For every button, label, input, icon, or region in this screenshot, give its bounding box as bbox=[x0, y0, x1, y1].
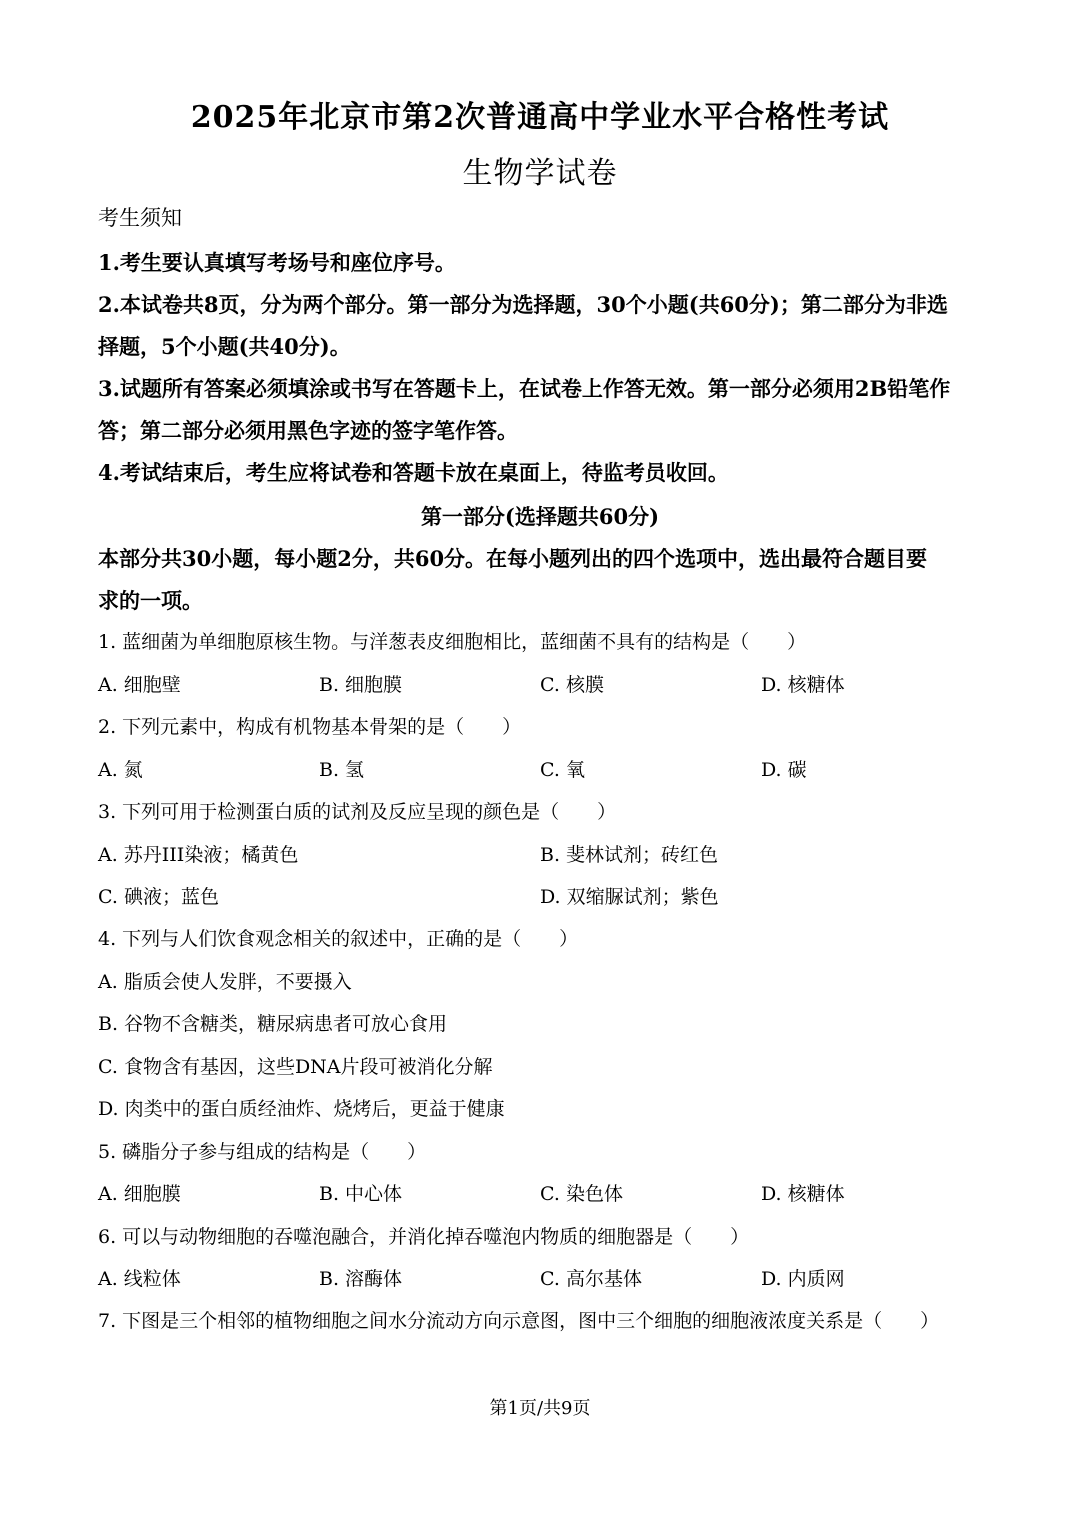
notice-item: 择题，5个小题(共40分)。 bbox=[98, 334, 351, 359]
question-stem: 3. 下列可用于检测蛋白质的试剂及反应呈现的颜色是（ ） bbox=[98, 801, 617, 823]
notice-item: 1.考生要认真填写考场号和座位序号。 bbox=[98, 250, 456, 275]
option-a: A. 脂质会使人发胖，不要摄入 bbox=[98, 971, 352, 993]
part1-heading: 第一部分(选择题共60分) bbox=[420, 504, 660, 529]
option-b: B. 溶酶体 bbox=[319, 1268, 403, 1290]
question-stem: 4. 下列与人们饮食观念相关的叙述中，正确的是（ ） bbox=[98, 928, 579, 950]
page-subtitle: 生物学试卷 bbox=[462, 156, 618, 191]
option-c: C. 核膜 bbox=[540, 674, 604, 696]
option-c: C. 氧 bbox=[540, 759, 585, 781]
question-stem: 2. 下列元素中，构成有机物基本骨架的是（ ） bbox=[98, 716, 522, 738]
question-stem: 1. 蓝细菌为单细胞原核生物。与洋葱表皮细胞相比，蓝细菌不具有的结构是（ ） bbox=[98, 631, 807, 653]
part1-instructions: 求的一项。 bbox=[98, 588, 203, 613]
option-d: D. 肉类中的蛋白质经油炸、烧烤后，更益于健康 bbox=[98, 1098, 505, 1120]
page-title: 2025年北京市第2次普通高中学业水平合格性考试 bbox=[190, 100, 890, 135]
option-b: B. 氢 bbox=[319, 759, 365, 781]
option-c: C. 染色体 bbox=[540, 1183, 623, 1205]
option-d: D. 核糖体 bbox=[761, 1183, 845, 1205]
notice-item: 3.试题所有答案必须填涂或书写在答题卡上，在试卷上作答无效。第一部分必须用2B铅笔作 bbox=[98, 376, 951, 401]
option-d: D. 核糖体 bbox=[761, 674, 845, 696]
page-footer: 第1页/共9页 bbox=[489, 1398, 591, 1419]
option-b: B. 细胞膜 bbox=[319, 674, 403, 696]
notice-item: 答；第二部分必须用黑色字迹的签字笔作答。 bbox=[98, 418, 518, 443]
question-stem: 7. 下图是三个相邻的植物细胞之间水分流动方向示意图，图中三个细胞的细胞液浓度关系是（ ） bbox=[98, 1310, 940, 1332]
option-c: C. 碘液；蓝色 bbox=[98, 886, 219, 908]
option-c: C. 高尔基体 bbox=[540, 1268, 642, 1290]
option-d: D. 双缩脲试剂；紫色 bbox=[540, 886, 719, 908]
option-a: A. 苏丹III染液；橘黄色 bbox=[98, 844, 299, 866]
notice-item: 2.本试卷共8页，分为两个部分。第一部分为选择题，30个小题(共60分)；第二部分为非选 bbox=[98, 292, 948, 317]
option-a: A. 细胞壁 bbox=[98, 674, 181, 696]
question-stem: 6. 可以与动物细胞的吞噬泡融合，并消化掉吞噬泡内物质的细胞器是（ ） bbox=[98, 1226, 750, 1248]
option-d: D. 内质网 bbox=[761, 1268, 845, 1290]
option-b: B. 中心体 bbox=[319, 1183, 403, 1205]
part1-instructions: 本部分共30小题，每小题2分，共60分。在每小题列出的四个选项中，选出最符合题目要 bbox=[98, 546, 928, 571]
option-b: B. 斐林试剂；砖红色 bbox=[540, 844, 719, 866]
option-a: A. 细胞膜 bbox=[98, 1183, 181, 1205]
notice-heading: 考生须知 bbox=[98, 206, 182, 230]
option-b: B. 谷物不含糖类，糖尿病患者可放心食用 bbox=[98, 1013, 448, 1035]
option-c: C. 食物含有基因，这些DNA片段可被消化分解 bbox=[98, 1056, 493, 1078]
option-d: D. 碳 bbox=[761, 759, 807, 781]
option-a: A. 线粒体 bbox=[98, 1268, 181, 1290]
notice-item: 4.考试结束后，考生应将试卷和答题卡放在桌面上，待监考员收回。 bbox=[98, 460, 729, 485]
question-stem: 5. 磷脂分子参与组成的结构是（ ） bbox=[98, 1141, 427, 1163]
option-a: A. 氮 bbox=[98, 759, 143, 781]
